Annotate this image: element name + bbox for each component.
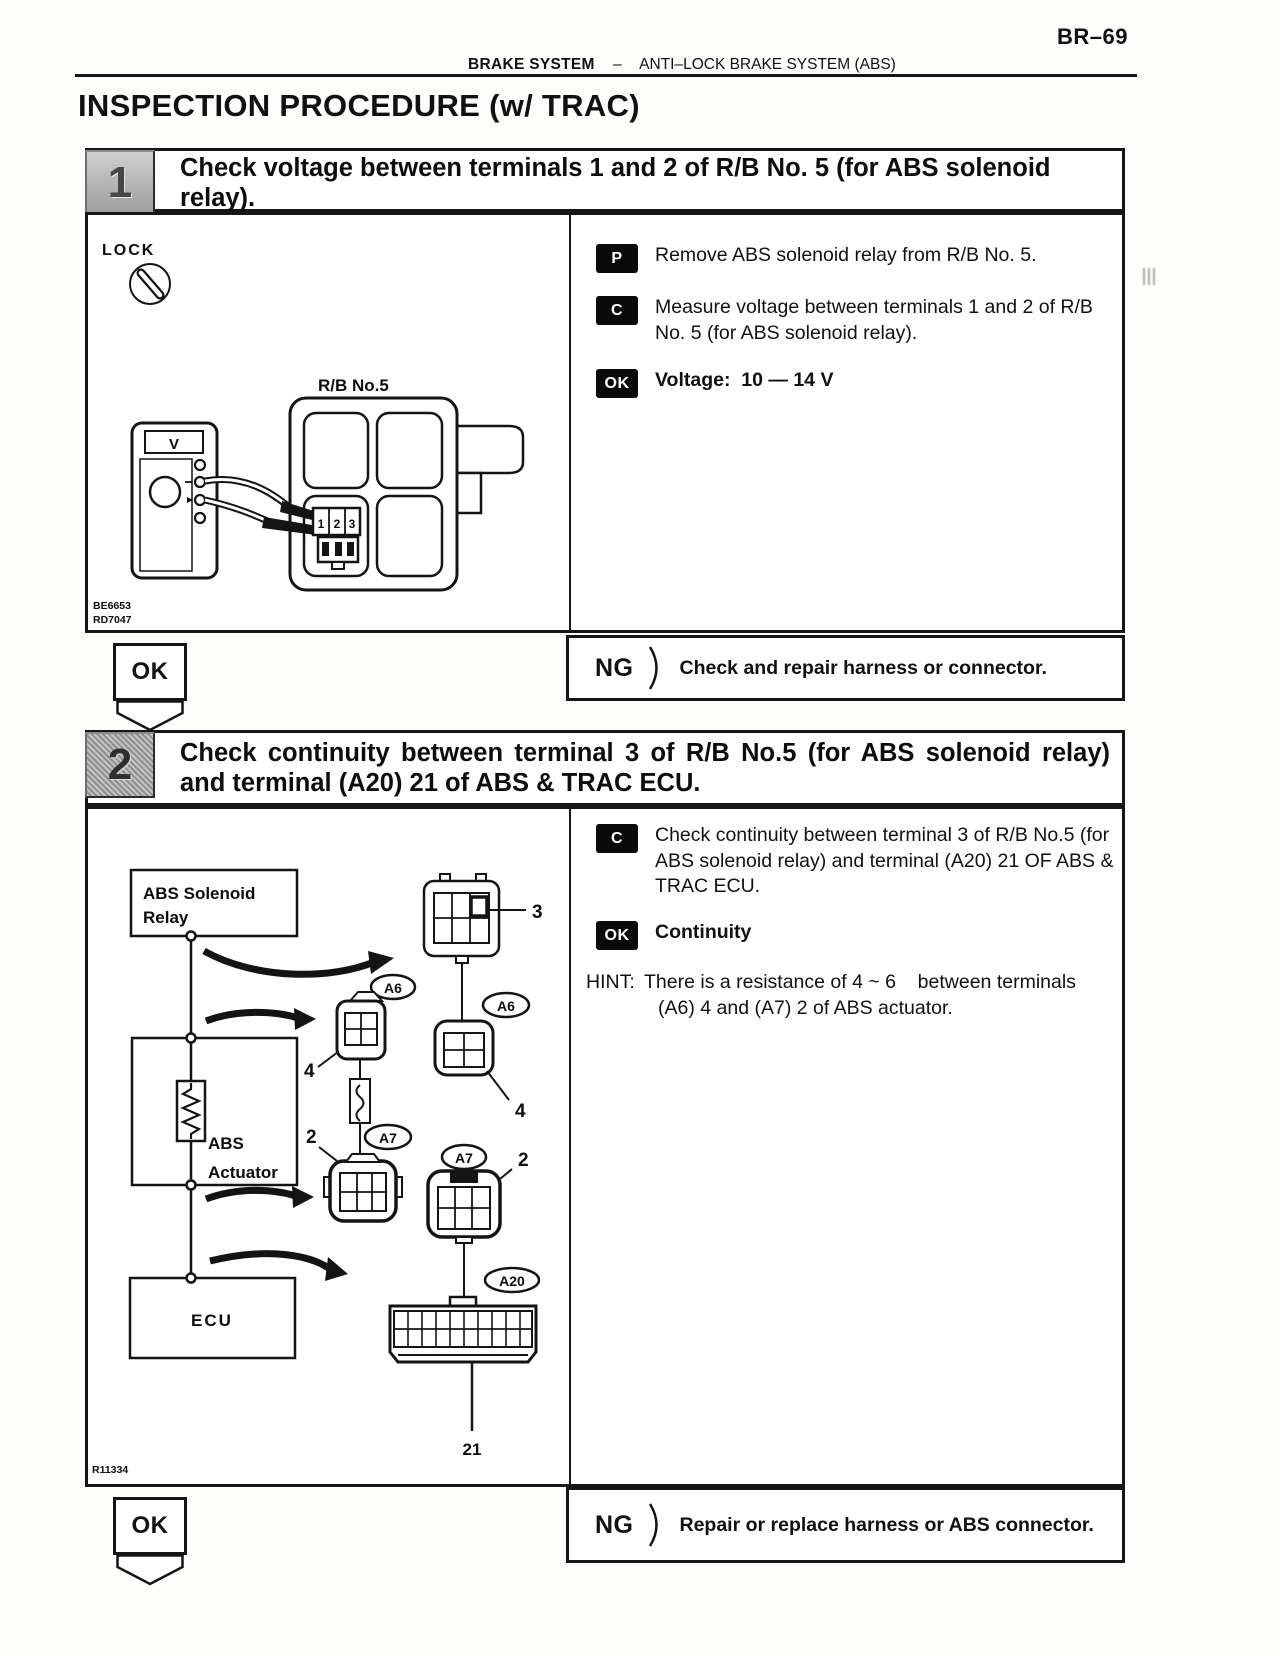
spec-text: Voltage: 10 — 14 V [655, 369, 834, 392]
header-rule [75, 74, 1137, 77]
hint-block [586, 970, 1114, 1021]
step1-ok-box [113, 643, 187, 701]
a7-callout: A7 [455, 1150, 473, 1166]
step1-title: Check voltage between terminals 1 and 2 of R/B No. 5 (for ABS solenoid relay). [180, 154, 1051, 212]
check-badge: C [596, 824, 638, 853]
step1-ng-box [566, 635, 1125, 701]
hint-line: (A6) 4 and (A7) 2 of ABS actuator. [658, 996, 953, 1019]
relay-label-line2: Relay [143, 908, 189, 927]
ok-badge: OK [596, 921, 638, 950]
step1-header [85, 148, 1125, 212]
relay-label-line1: ABS Solenoid [143, 884, 256, 903]
step2-diagram [88, 809, 566, 1484]
voltmeter-unit: V [168, 436, 180, 453]
ng-chevron-icon [648, 1502, 664, 1548]
step2-number-tab [85, 732, 155, 798]
a20-callout: A20 [499, 1273, 525, 1289]
ok-badge: OK [596, 369, 638, 398]
instruction-text: Check continuity between terminal 3 of R/B No.5 (for ABS solenoid relay) and terminal (A20) 21 OF ABS & TRAC ECU. [655, 824, 1119, 898]
relay-block-label: R/B No.5 [318, 376, 389, 395]
ecu-label: ECU [191, 1311, 233, 1330]
figure-code-1: BE6653 [93, 600, 131, 612]
step2-ok-arrow [116, 1554, 184, 1586]
section-title: BRAKE SYSTEM [468, 56, 595, 73]
step2-instructions [572, 809, 1122, 1484]
page-number: BR–69 [1057, 24, 1128, 49]
step2-ok-label: OK [131, 1512, 169, 1539]
figure-code: R11334 [92, 1464, 129, 1476]
terminal-2-label: 2 [518, 1150, 529, 1171]
step2-header [85, 730, 1125, 806]
step1-content [85, 212, 1125, 633]
check-badge: C [596, 296, 638, 325]
step2-content [85, 806, 1125, 1487]
terminal-4-label: 4 [304, 1061, 315, 1082]
instruction-row [596, 920, 1114, 950]
actuator-label-line1: ABS [208, 1134, 244, 1153]
figure-code-2: RD7047 [93, 614, 132, 626]
hint-label: HINT: [586, 971, 635, 994]
step2-ng-text: Repair or replace harness or ABS connector. [679, 1513, 1094, 1536]
step1-ok-arrow [116, 700, 184, 732]
lock-label: LOCK [102, 242, 156, 259]
pin-3-label: 3 [348, 517, 356, 531]
step2-ng-box [566, 1487, 1125, 1563]
a6-callout: A6 [497, 998, 515, 1014]
step2-panel-divider [569, 809, 571, 1484]
pin-1-label: 1 [317, 517, 325, 531]
step1-panel-divider [569, 215, 571, 630]
terminal-2-label: 2 [306, 1127, 317, 1148]
instruction-row [596, 295, 1112, 346]
a7-callout: A7 [379, 1130, 397, 1146]
step2-ok-box [113, 1497, 187, 1555]
step2-number: 2 [107, 740, 133, 789]
section-divider: – [613, 56, 622, 73]
step1-ng-text: Check and repair harness or connector. [679, 656, 1047, 679]
instruction-text: Measure voltage between terminals 1 and 2 of R/B No. 5 (for ABS solenoid relay). [655, 296, 1099, 344]
step2-ng-label: NG [595, 1510, 634, 1539]
instruction-text: Remove ABS solenoid relay from R/B No. 5. [655, 244, 1037, 266]
hint-text [644, 970, 1076, 1021]
instruction-row [596, 368, 1112, 398]
step1-number: 1 [107, 158, 133, 207]
hint-line: There is a resistance of 4 ~ 6 between terminals [644, 971, 1076, 994]
section-subtitle: ANTI–LOCK BRAKE SYSTEM (ABS) [639, 56, 896, 73]
page-title: INSPECTION PROCEDURE (w/ TRAC) [78, 88, 640, 123]
terminal-3-label: 3 [532, 902, 543, 923]
step2-title: Check continuity between terminal 3 of R/B No.5 (for ABS solenoid relay) and terminal (A20) 21 of ABS & TRAC ECU. [180, 739, 1110, 797]
terminal-21-label: 21 [462, 1440, 482, 1459]
instruction-row [596, 823, 1119, 900]
step1-diagram [88, 215, 566, 630]
spec-text: Continuity [655, 921, 752, 944]
step1-number-tab [85, 150, 155, 216]
step1-instructions [572, 215, 1122, 630]
pin-2-label: 2 [333, 517, 341, 531]
ng-chevron-icon [648, 645, 664, 691]
instruction-row [596, 243, 1112, 273]
step1-ok-label: OK [131, 658, 169, 685]
a6-callout: A6 [384, 980, 402, 996]
scan-artifact [1143, 268, 1158, 285]
actuator-label-line2: Actuator [208, 1163, 278, 1182]
terminal-4-label: 4 [515, 1101, 526, 1122]
prepare-badge: P [596, 244, 638, 273]
step1-ng-label: NG [595, 653, 634, 682]
running-header [468, 56, 896, 74]
